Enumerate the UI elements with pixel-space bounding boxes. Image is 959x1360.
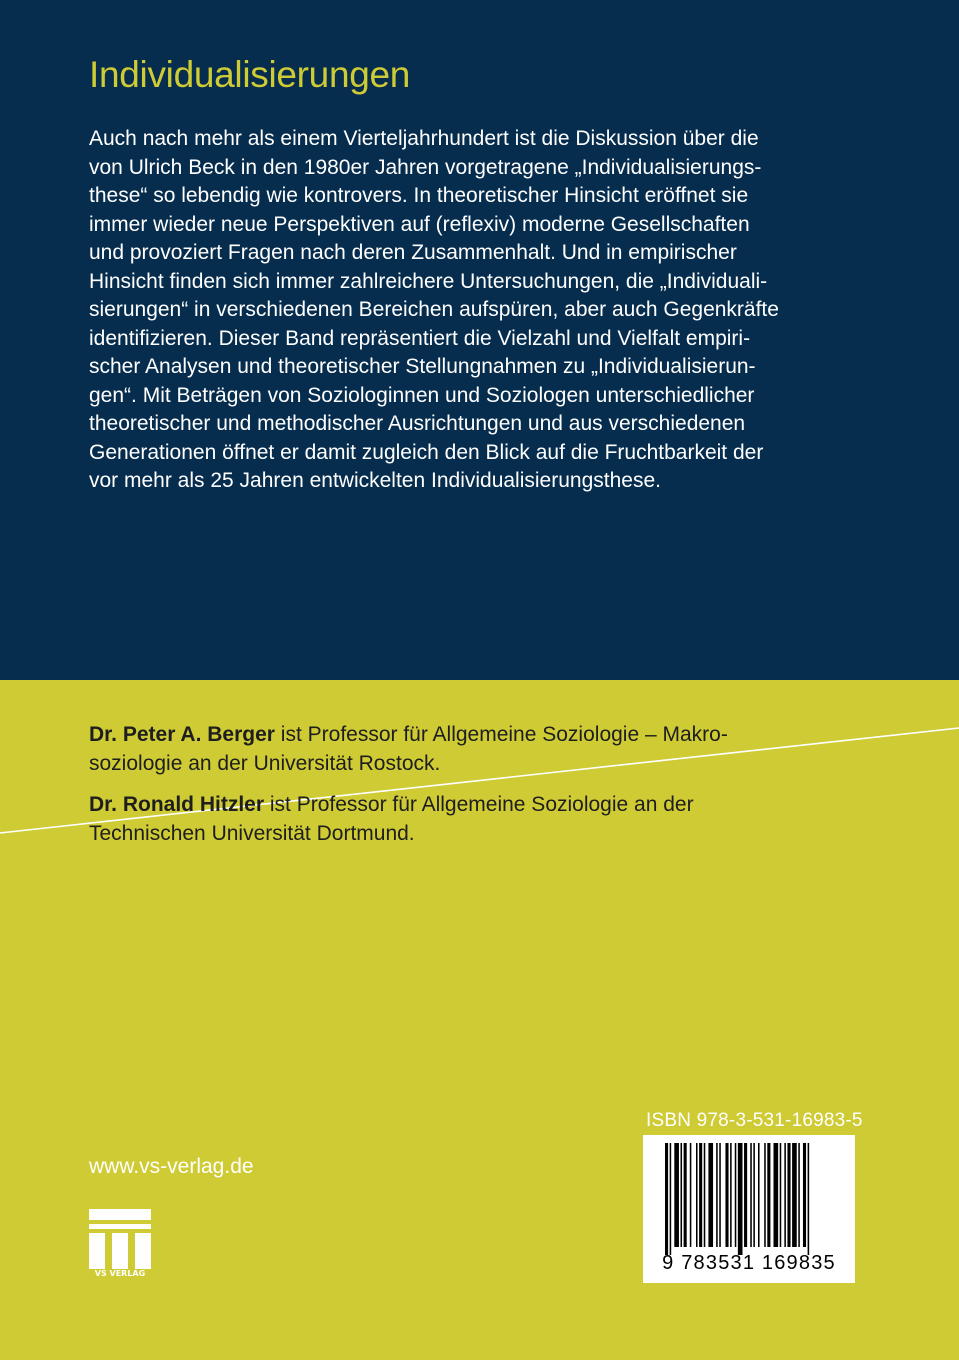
author-bio-line [89,791,694,820]
barcode-bar [681,1143,683,1247]
barcode-bar [735,1143,737,1247]
author-bio-line [89,721,728,750]
publisher-url[interactable]: www.vs-verlag.de [89,1155,254,1178]
barcode-bar [753,1143,755,1247]
description-line: gen“. Mit Beträgen von Soziologinnen und Soziologen unterschiedlicher [89,383,755,407]
book-title: Individualisierungen [89,54,411,95]
barcode-bar [690,1143,692,1247]
description-line: these“ so lebendig wie kontrovers. In theoretischer Hinsicht eröffnet sie [89,184,749,207]
publisher-logo-text: VS VERLAG [94,1269,146,1278]
author-bio-line: soziologie an der Universität Rostock. [89,751,441,775]
description-line: Hinsicht finden sich immer zahlreichere Untersuchungen, die „Individuali- [89,269,768,293]
barcode-bar [744,1143,747,1247]
description-line: immer wieder neue Perspektiven auf (reflexiv) moderne Gesellschaften [89,212,750,236]
barcode-bar [725,1143,728,1247]
barcode-bar [808,1143,810,1255]
author-bio-hitzler [89,791,694,848]
publisher-logo-icon [89,1209,151,1269]
barcode-bar [696,1143,698,1247]
barcode-bar [738,1143,743,1255]
barcode [643,1135,855,1283]
description-line: Generationen öffnet er damit zugleich den Blick auf die Fruchtbarkeit der [89,440,764,464]
barcode-bar [758,1143,760,1247]
description-line: identifizieren. Dieser Band repräsentiert die Vielzahl und Vielfalt empiri- [89,326,751,350]
description-line: und provoziert Fragen nach deren Zusammenhalt. Und in empirischer [89,241,737,264]
description-line: scher Analysen und theoretischer Stellungnahmen zu „Individualisierun- [89,355,756,378]
barcode-bar [670,1143,672,1255]
barcode-bar [750,1143,752,1247]
description-line: sierungen“ in verschiedenen Bereichen aufspüren, aber auch Gegenkräfte [89,298,779,321]
author-bio-berger [89,721,728,778]
barcode-bar [674,1143,679,1247]
barcode-bar [665,1143,668,1255]
description-line: theoretischer und methodischer Ausrichtungen und aus verschiedenen [89,412,746,435]
barcode-bar [803,1143,806,1247]
barcode-bar [792,1143,797,1247]
author-bio-text: ist Professor für Allgemeine Soziologie an der [264,793,694,816]
barcode-bar [767,1143,770,1247]
author-name: Dr. Ronald Hitzler [89,793,265,816]
description-line: von Ulrich Beck in den 1980er Jahren vorgetragene „Individualisierungs- [89,155,762,179]
barcode-bar [784,1143,786,1247]
book-description [89,125,779,496]
barcode-bar [774,1143,779,1247]
author-name: Dr. Peter A. Berger [89,723,275,746]
barcode-bar [719,1143,721,1247]
publisher-logo [89,1209,151,1283]
isbn-label: ISBN 978-3-531-16983-5 [646,1110,863,1131]
barcode-digits: 9 783531 169835 [662,1252,836,1274]
barcode-bar [798,1143,800,1247]
description-line: Auch nach mehr als einem Vierteljahrhundert ist die Diskussion über die [89,127,759,150]
barcode-bar [780,1143,782,1247]
barcode-bar [764,1143,766,1247]
barcode-bar [787,1143,790,1247]
description-line: vor mehr als 25 Jahren entwickelten Individualisierungsthese. [89,469,661,492]
barcode-bar [684,1143,687,1247]
barcode-bar [708,1143,713,1247]
barcode-bar [716,1143,718,1247]
author-bio-line: Technischen Universität Dortmund. [89,821,415,845]
author-bio-text: ist Professor für Allgemeine Soziologie – Makro- [274,723,728,746]
barcode-bar [730,1143,732,1247]
barcode-bar [704,1143,706,1247]
barcode-bar [699,1143,702,1247]
